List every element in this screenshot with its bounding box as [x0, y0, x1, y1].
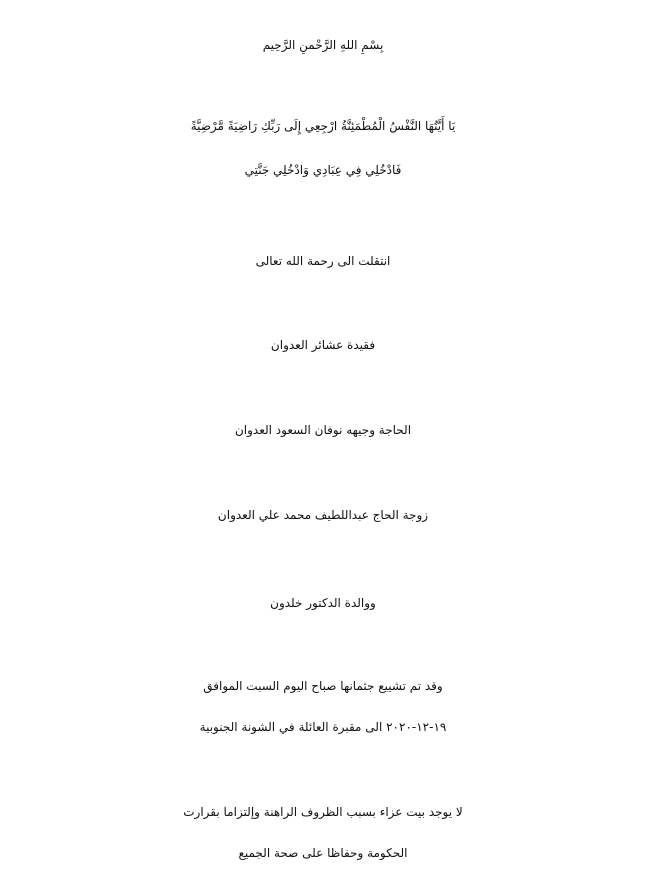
- notice-line-2: الحكومة وحفاظا على صحة الجميع: [238, 846, 408, 860]
- wife-of-text: زوجة الحاج عبداللطيف محمد علي العدوان: [217, 508, 429, 522]
- mother-of-text: ووالدة الدكتور خلدون: [270, 596, 376, 610]
- funeral-line-2: ١٩-١٢-٢٠٢٠ الى مقبرة العائلة في الشونة الجنوبية: [199, 720, 447, 734]
- funeral-line-1: وقد تم تشييع جثمانها صباح اليوم السبت الموافق: [203, 679, 443, 693]
- notice-line-1: لا يوجد بيت عزاء بسبب الظروف الراهنة وإلتزاما بقرارت: [183, 805, 463, 819]
- quran-verse-line-2: فَادْخُلِي فِي عِبَادِي وَادْخُلِي جَنَّتِي: [244, 163, 402, 177]
- quran-verse-line-1: يَا أَيَّتُهَا النَّفْسُ الْمُطْمَئِنَّةُ ارْجِعِي إِلَى رَبِّكِ رَاضِيَةً مَّرْضِيَّةً: [190, 119, 456, 133]
- basmala: بِسْمِ اللهِ الرَّحْمنِ الرَّحِيم: [262, 38, 384, 52]
- passed-away-text: انتقلت الى رحمة الله تعالى: [255, 254, 391, 268]
- deceased-name: الحاجة وجيهه نوفان السعود العدوان: [234, 423, 412, 437]
- deceased-title: فقيدة عشائر العدوان: [270, 338, 376, 352]
